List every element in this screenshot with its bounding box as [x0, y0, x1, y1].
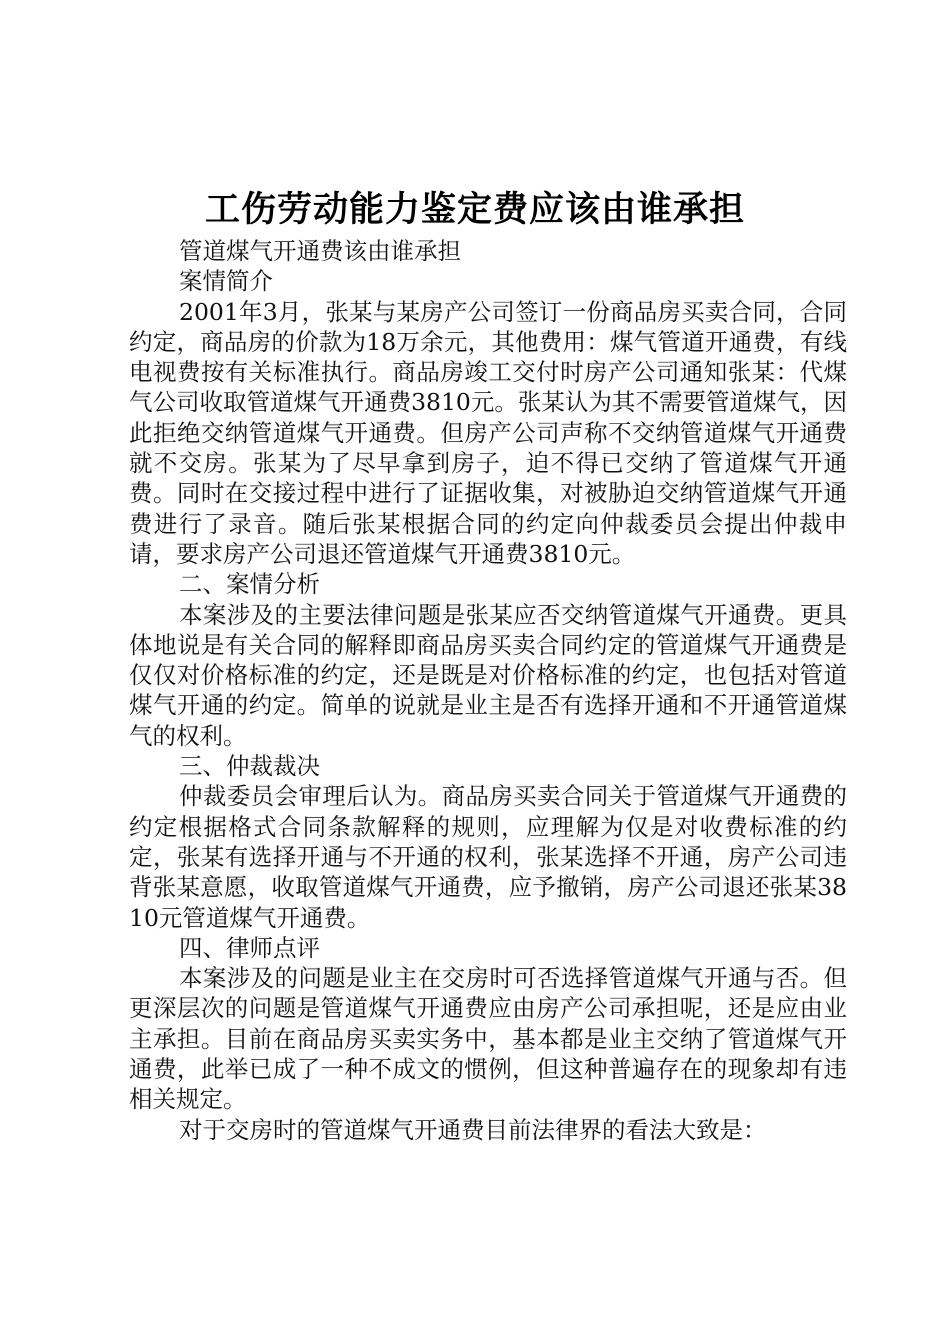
section-heading-case-analysis: 二、案情分析 [179, 570, 320, 599]
section-heading-lawyer-comment: 四、律师点评 [179, 933, 320, 962]
section-heading-arbitration-ruling: 三、仲裁裁决 [179, 752, 320, 781]
document-body [129, 236, 847, 1145]
lawyer-comment-paragraph: 本案涉及的问题是业主在交房时可否选择管道煤气开通与否。但更深层次的问题是管道煤气开通费应由房产公司承担呢，还是应由业主承担。目前在商品房买卖实务中，基本都是业主交纳了管道煤气开通费，此举已成了一种不成文的惯例，但这种普遍存在的现象却有违相关规定。 [129, 964, 847, 1114]
section-heading-case-summary: 案情简介 [179, 267, 273, 296]
document-title: 工伤劳动能力鉴定费应该由谁承担 [204, 190, 745, 230]
arbitration-ruling-paragraph: 仲裁委员会审理后认为。商品房买卖合同关于管道煤气开通费的约定根据格式合同条款解释的规则，应理解为仅是对收费标准的约定，张某有选择开通与不开通的权利，张某选择不开通，房产公司违背张某意愿，收取管道煤气开通费，应予撤销，房产公司退还张某3810元管道煤气开通费。 [129, 782, 847, 932]
case-summary-paragraph: 2001年3月，张某与某房产公司签订一份商品房买卖合同，合同约定，商品房的价款为18万余元，其他费用：煤气管道开通费，有线电视费按有关标准执行。商品房竣工交付时房产公司通知张某：代煤气公司收取管道煤气开通费3810元。张某认为其不需要管道煤气，因此拒绝交纳管道煤气开通费。但房产公司声称不交纳管道煤气开通费就不交房。张某为了尽早拿到房子，迫不得已交纳了管道煤气开通费。同时在交接过程中进行了证据收集，对被胁迫交纳管道煤气开通费进行了录音。随后张某根据合同的约定向仲裁委员会提出仲裁申请，要求房产公司退还管道煤气开通费3810元。 [129, 297, 847, 568]
subtitle-paragraph: 管道煤气开通费该由谁承担 [179, 237, 461, 265]
case-analysis-paragraph: 本案涉及的主要法律问题是张某应否交纳管道煤气开通费。更具体地说是有关合同的解释即商品房买卖合同约定的管道煤气开通费是仅仅对价格标准的约定，还是既是对价格标准的约定，也包括对管道煤气开通的约定。简单的说就是业主是否有选择开通和不开通管道煤气的权利。 [129, 600, 847, 750]
legal-views-intro-paragraph: 对于交房时的管道煤气开通费目前法律界的看法大致是： [179, 1115, 767, 1144]
